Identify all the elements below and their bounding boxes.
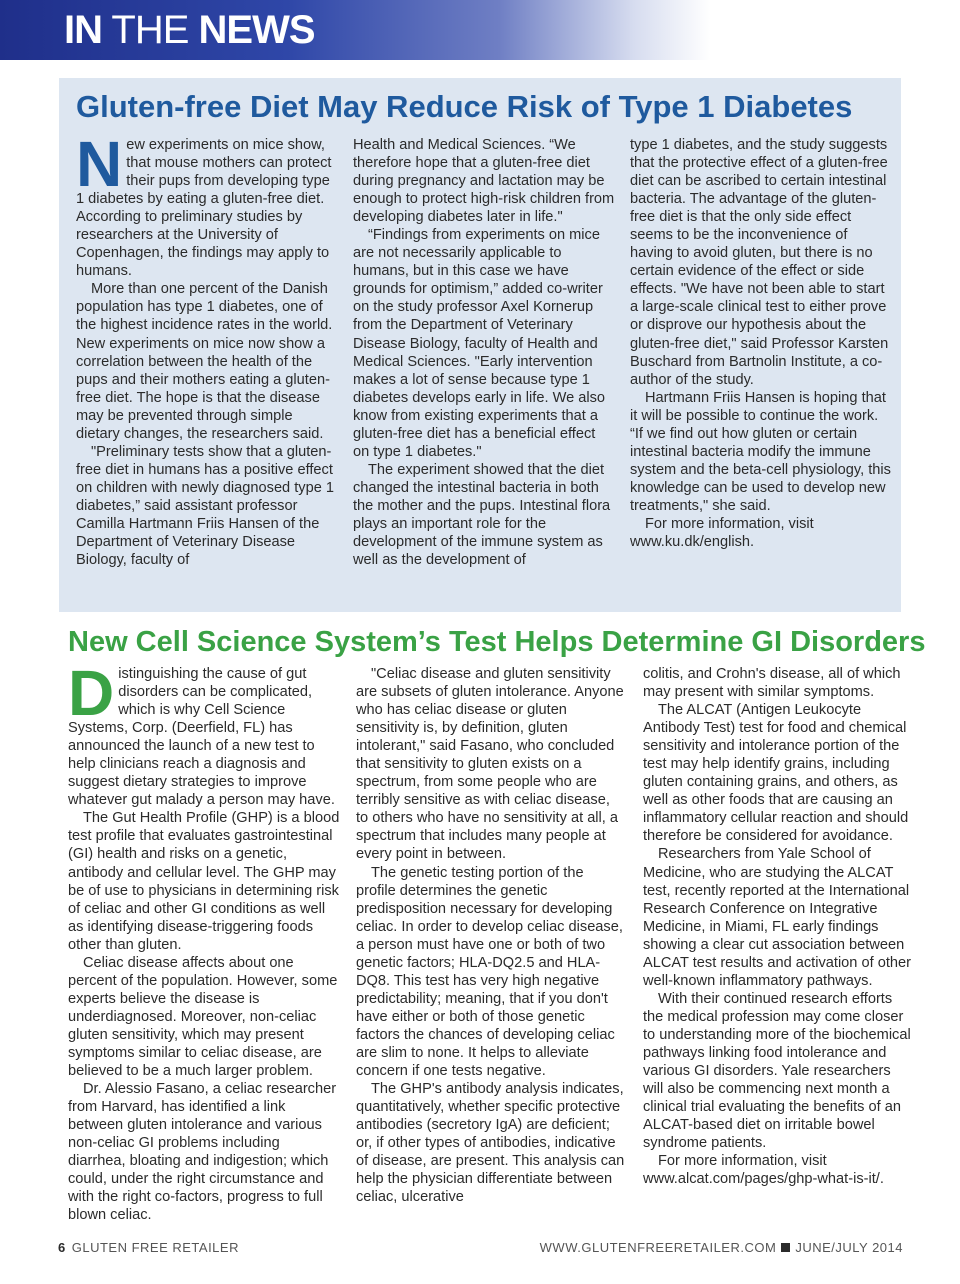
article1-paragraph: Hartmann Friis Hansen is hoping that it will be possible to continue the work. “If we find out how gluten or certain intestinal bacteria modify the immune system and the beta-cell physiology, this knowledge can be used to develop new treatments," she said. [630, 389, 891, 514]
article1-paragraph: More than one percent of the Danish population has type 1 diabetes, one of the highest incidence rates in the world. New experiments on mice now show a correlation between the health of the pups and their mothers eating a gluten-free diet. The hope is that the disease may be prevented through simple dietary changes, the researchers said. [76, 281, 333, 442]
article2-column-1 [68, 657, 340, 1224]
article2-title: New Cell Science System’s Test Helps Determine GI Disorders [68, 626, 926, 658]
page-footer [58, 1238, 903, 1258]
article1-paragraph-text: ew experiments on mice show, that mouse mothers can protect their pups from developing type 1 diabetes by eating a gluten-free diet. According to preliminary studies by researchers at the University of Copenhagen, the findings may apply to humans. [76, 137, 332, 280]
article2-paragraph: Dr. Alessio Fasano, a celiac researcher from Harvard, has identified a link between gluten intolerance and various non-celiac GI problems including diarrhea, bloating and indigestion; which could, under the right circumstance and with the right co-factors, progress to full blown celiac. [68, 1081, 337, 1224]
article1-paragraph: The experiment showed that the diet changed the intestinal bacteria in both the mother and the pups. Intestinal flora plays an important role for the development of the immune system as well as the development of [353, 461, 611, 569]
article2-paragraph: With their continued research efforts the medical profession may come closer to understanding more of the biochemical pathways linking food intolerance and various GI disorders. Yale researchers will also be commencing next month a clinical trial evaluating the benefits of an ALCAT-based diet on irritable bowel syndrome patients. [643, 990, 911, 1152]
article1-column-1 [76, 128, 339, 569]
article1-column-3 [630, 136, 892, 551]
article2-paragraph: For more information, visit www.alcat.com/pages/ghp-what-is-it/. [643, 1153, 884, 1188]
article1-paragraph: Health and Medical Sciences. “We therefore hope that a gluten-free diet during pregnancy and lactation may be enough to protect high-risk children from developing diabetes later in life." [353, 137, 615, 226]
page-number: 6 [58, 1240, 66, 1255]
article1-dropcap: N [76, 128, 123, 200]
website-url: WWW.GLUTENFREERETAILER.COM [539, 1240, 777, 1255]
article2-paragraph: The genetic testing portion of the profile determines the genetic predisposition necessary for developing celiac. In order to develop celiac disease, a person must have one or both of two genetic factors; HLA-DQ2.5 and HLA-DQ8. This test has very high negative predictability; meaning, that if you don't have either or both of those genetic factors the chances of developing celiac are slim to none. It helps to alleviate concern if one tests negative. [356, 864, 623, 1080]
section-title-news: NEWS [198, 8, 315, 52]
article1-paragraph: For more information, visit www.ku.dk/english. [630, 515, 814, 551]
article2-dropcap: D [68, 657, 115, 729]
footer-right [540, 1238, 903, 1258]
article2-paragraph: Celiac disease affects about one percent of the population. However, some experts believe the disease is underdiagnosed. Moreover, non-celiac gluten sensitivity, which may present symptoms similar to celiac disease, are believed to be a much larger problem. [68, 954, 338, 1080]
article2-paragraph: "Celiac disease and gluten sensitivity are subsets of gluten intolerance. Anyone who has celiac disease or gluten sensitivity is, by definition, gluten intolerant," said Fasano, who concluded that sensitivity to gluten exists on a spectrum, from some people who are terribly sensitive as with celiac disease, to others who have no sensitivity at all, a spectrum that includes many people at every point in between. [356, 666, 624, 863]
article2-column-3 [643, 665, 913, 1188]
section-title-the: THE [102, 8, 199, 52]
article2-paragraph [68, 657, 340, 809]
section-banner [0, 0, 960, 60]
article2-paragraph-text: istinguishing the cause of gut disorders can be complicated, which is why Cell Science Systems, Corp. (Deerfield, FL) has announced the launch of a new test to help clinicians reach a diagnosis and suggest dietary strategies to improve whatever gut malady a person may have. [68, 666, 335, 809]
article2-paragraph: The ALCAT (Antigen Leukocyte Antibody Test) test for food and chemical sensitivity and intolerance portion of the test may help identify grains, including gluten containing grains, and others, as well as other foods that are causing an inflammatory cellular reaction and should therefore be considered for avoidance. [643, 702, 909, 845]
article1-title: Gluten-free Diet May Reduce Risk of Type 1 Diabetes [76, 89, 853, 124]
article1-paragraph: type 1 diabetes, and the study suggests that the protective effect of a gluten-free diet can be ascribed to certain intestinal bacteria. The advantage of the gluten-free diet is that the only side effect seems to be the inconvenience of having to avoid gluten, but there is no certain evidence of the effect or side effects. "We have not been able to start a large-scale clinical test to either prove or disprove our hypothesis about the gluten-free diet," said Professor Karsten Buschard from Bartnolin Institute, a co-author of the study. [630, 137, 889, 388]
article1-paragraph [76, 128, 339, 280]
square-bullet-icon [781, 1243, 790, 1252]
issue-date: JUNE/JULY 2014 [795, 1240, 903, 1255]
article2-paragraph: The GHP's antibody analysis indicates, quantitatively, whether specific protective antibodies (secretory IgA) are deficient; or, if other types of antibodies, indicative of disease, are present. This analysis can help the physician differentiate between celiac, ulcerative [356, 1081, 625, 1206]
article1-paragraph: “Findings from experiments on mice are not necessarily applicable to humans, but in this case we have grounds for optimism,” added co-writer on the study professor Axel Kornerup from the Department of Veterinary Disease Biology, faculty of Health and Medical Sciences. "Early intervention makes a lot of sense because type 1 diabetes develops early in life. We also know from existing experiments that a gluten-free diet has a beneficial effect on type 1 diabetes." [353, 227, 606, 460]
article1-column-2 [353, 136, 615, 569]
article2-paragraph: The Gut Health Profile (GHP) is a blood test profile that evaluates gastrointestinal (GI) health and risks on a genetic, antibody and cellular level. The GHP may be of use to physicians in determining risk of celiac and other GI conditions as well as identifying disease-triggering foods other than gluten. [68, 810, 340, 953]
publication-name: GLUTEN FREE RETAILER [71, 1240, 239, 1255]
article2-paragraph: Researchers from Yale School of Medicine, who are studying the ALCAT test, recently reported at the International Research Conference on Integrative Medicine, in Miami, FL early findings showing a clear cut association between ALCAT test results and activation of other well-known inflammatory pathways. [643, 846, 911, 989]
footer-left [58, 1238, 239, 1258]
article1-paragraph: "Preliminary tests show that a gluten-free diet in humans has a positive effect on children with newly diagnosed type 1 diabetes,” said assistant professor Camilla Hartmann Friis Hansen of the Department of Veterinary Disease Biology, faculty of [76, 443, 334, 569]
section-title [64, 8, 315, 52]
article2-paragraph: colitis, and Crohn's disease, all of which may present with similar symptoms. [643, 666, 901, 701]
section-title-in: IN [64, 8, 102, 52]
article2-column-2 [356, 665, 626, 1206]
